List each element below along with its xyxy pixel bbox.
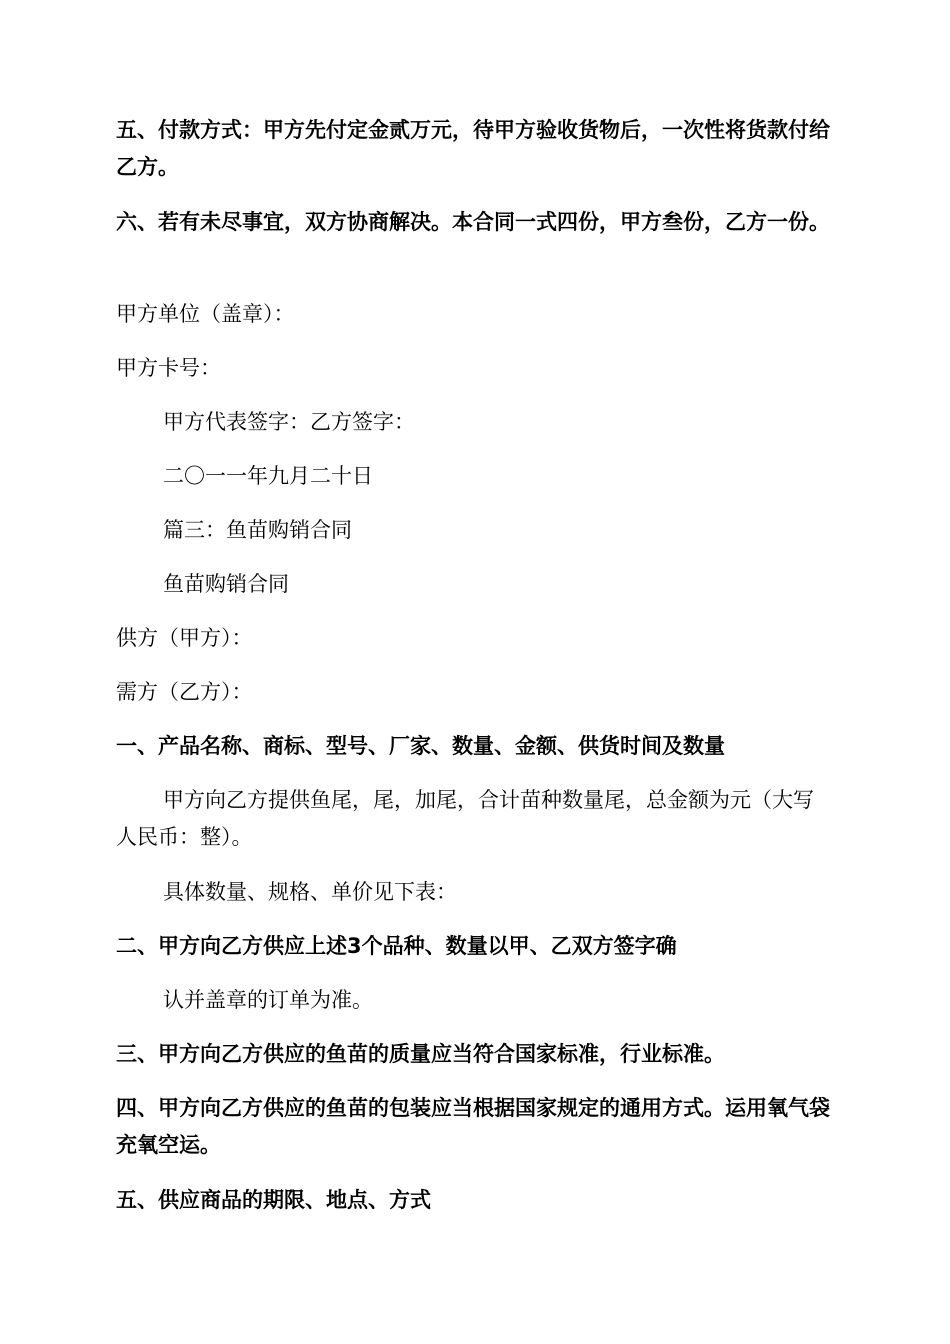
paragraph-signatures: 甲方代表签字：乙方签字： [163, 410, 415, 434]
paragraph-unresolved-matters: 六、若有未尽事宜，双方协商解决。本合同一式四份，甲方叁份，乙方一份。 [116, 210, 830, 234]
paragraph-clause-three: 三、甲方向乙方供应的鱼苗的质量应当符合国家标准，行业标准。 [116, 1042, 725, 1066]
paragraph-clause-two-continued: 认并盖章的订单为准。 [163, 988, 373, 1012]
paragraph-clause-five: 五、供应商品的期限、地点、方式 [116, 1188, 431, 1212]
paragraph-party-a-unit: 甲方单位（盖章）： [116, 302, 295, 326]
paragraph-clause-two: 二、甲方向乙方供应上述3个品种、数量以甲、乙双方签字确 [116, 934, 677, 958]
paragraph-section-three-title: 篇三：鱼苗购销合同 [163, 518, 352, 542]
paragraph-party-a-card: 甲方卡号： [116, 356, 221, 380]
paragraph-contract-title: 鱼苗购销合同 [163, 572, 289, 596]
paragraph-supplier: 供方（甲方）： [116, 626, 253, 650]
paragraph-date: 二〇一一年九月二十日 [163, 464, 373, 488]
paragraph-payment-method: 五、付款方式：甲方先付定金贰万元，待甲方验收货物后，一次性将货款付给乙方。 [116, 118, 830, 179]
paragraph-clause-one: 一、产品名称、商标、型号、厂家、数量、金额、供货时间及数量 [116, 734, 725, 758]
paragraph-clause-four: 四、甲方向乙方供应的鱼苗的包装应当根据国家规定的通用方式。运用氧气袋充氧空运。 [116, 1096, 830, 1157]
paragraph-supply-details: 甲方向乙方提供鱼尾，尾，加尾，合计苗种数量尾，总金额为元（大写人民币：整）。 [116, 788, 814, 849]
paragraph-table-reference: 具体数量、规格、单价见下表： [163, 880, 457, 904]
paragraph-buyer: 需方（乙方）： [116, 680, 253, 704]
